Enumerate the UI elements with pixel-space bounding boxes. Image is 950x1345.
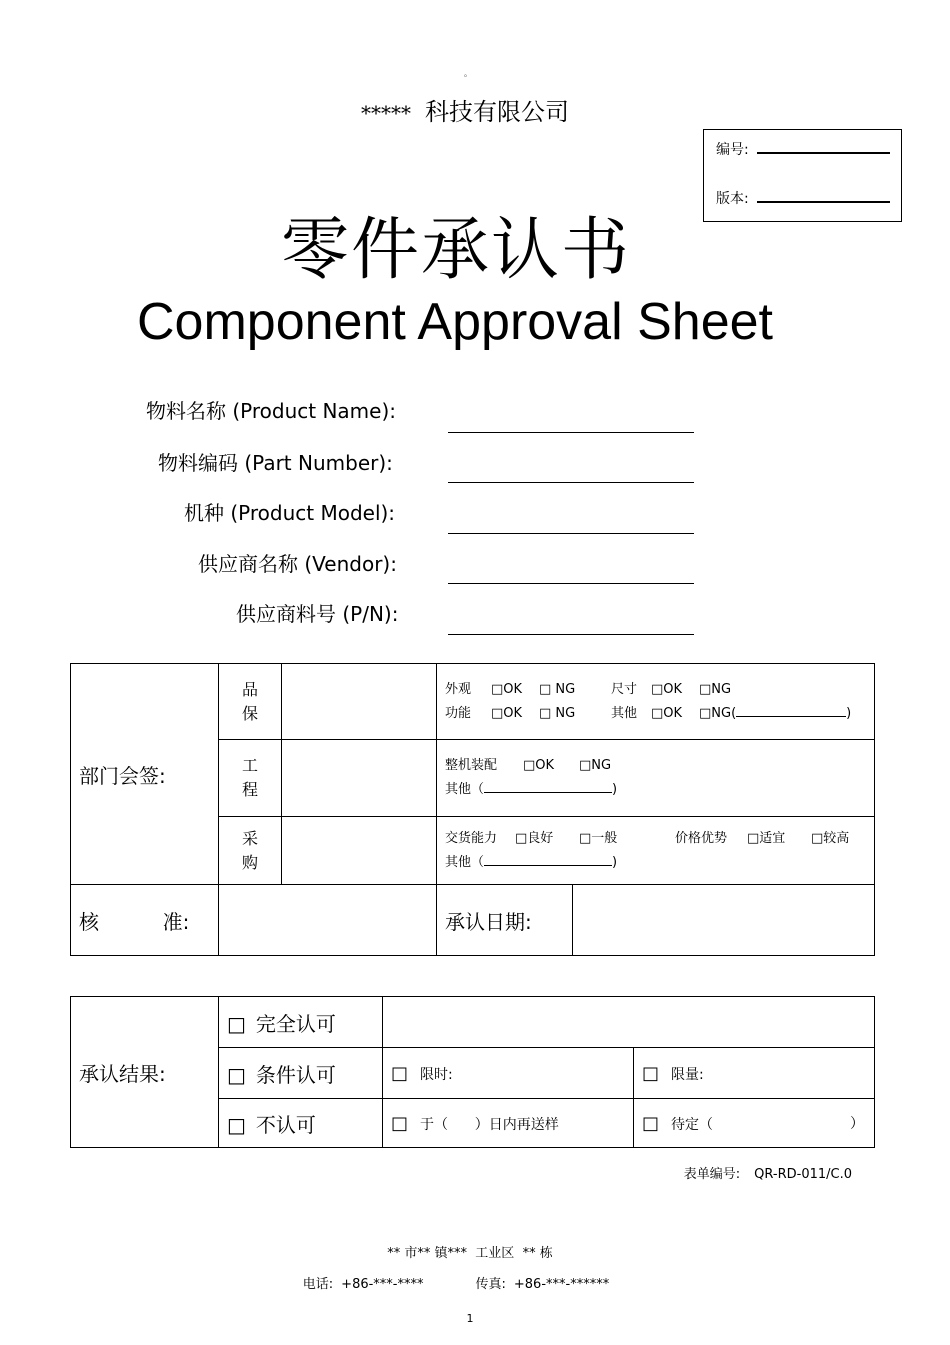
- engineering-dept-char-1: 工: [241, 756, 258, 775]
- top-mark: 。: [464, 69, 472, 78]
- approval-result-table: [70, 996, 875, 1148]
- company-prefix: *****: [361, 101, 411, 125]
- appearance-label: 外观: [445, 681, 472, 697]
- quality-dept-char-2: 保: [241, 703, 258, 723]
- approval-date-label: 承认日期:: [437, 885, 573, 956]
- document-number-row: [716, 139, 890, 159]
- appearance-ok-checkbox[interactable]: □OK: [491, 681, 523, 697]
- assembly-ok-checkbox[interactable]: □OK: [523, 758, 555, 773]
- other-purchasing-note-field[interactable]: [484, 852, 612, 866]
- quality-signature-cell[interactable]: [282, 664, 437, 740]
- engineering-dept-char-2: 程: [241, 780, 258, 799]
- function-ng-checkbox[interactable]: □ NG: [539, 705, 576, 721]
- not-approved-text: 不认可: [255, 1112, 316, 1137]
- other-purchasing-close-paren: ): [612, 854, 618, 870]
- not-approved-checkbox[interactable]: □: [227, 1112, 246, 1137]
- price-high-checkbox[interactable]: □较高: [811, 830, 850, 846]
- company-address: ** 市** 镇*** 工业区 ** 栋: [387, 1246, 553, 1261]
- conditional-approval-option[interactable]: [219, 1048, 383, 1099]
- other-quality-close-paren: ): [846, 705, 852, 721]
- function-ok-checkbox[interactable]: □OK: [491, 705, 523, 721]
- title-english: Component Approval Sheet: [137, 293, 773, 351]
- part-number-field[interactable]: [448, 482, 694, 483]
- other-quality-label: 其他: [611, 705, 638, 721]
- dimension-label: 尺寸: [611, 681, 638, 697]
- full-approval-option[interactable]: [219, 997, 383, 1048]
- purchasing-dept-label: [219, 817, 282, 885]
- company-header: [0, 92, 930, 127]
- quantity-limit-checkbox[interactable]: □: [642, 1062, 660, 1084]
- product-model-field[interactable]: [448, 533, 694, 534]
- purchasing-dept-char-1: 采: [241, 828, 258, 848]
- conditional-approval-checkbox[interactable]: □: [227, 1062, 246, 1087]
- product-model-label: 机种 (Product Model):: [184, 501, 396, 525]
- approve-signature-cell[interactable]: [219, 885, 437, 956]
- assembly-ng-checkbox[interactable]: □NG: [579, 758, 612, 773]
- other-quality-note-field[interactable]: [736, 703, 846, 717]
- price-fit-checkbox[interactable]: □适宜: [747, 830, 786, 846]
- pending-close-paren: ）: [850, 1116, 864, 1132]
- full-approval-text: 完全认可: [255, 1011, 336, 1036]
- vendor-pn-field[interactable]: [448, 634, 694, 635]
- approval-date-cell[interactable]: [573, 885, 875, 956]
- quality-dept-label: [219, 664, 282, 740]
- product-name-field[interactable]: [448, 432, 694, 433]
- document-version-label: 版本:: [716, 191, 749, 207]
- page-number: 1: [466, 1312, 474, 1325]
- form-code-label: 表单编号:: [683, 1167, 741, 1182]
- fax-label: 传真:: [475, 1277, 506, 1292]
- document-number-field[interactable]: [757, 140, 890, 154]
- company-name: 科技有限公司: [425, 98, 569, 126]
- vendor-pn-label: 供应商料号 (P/N):: [236, 602, 399, 626]
- contact-info: [0, 1273, 912, 1292]
- time-limit-text: 限时:: [420, 1066, 453, 1083]
- resend-sample-cell[interactable]: [383, 1099, 634, 1148]
- vendor-label: 供应商名称 (Vendor):: [198, 552, 397, 576]
- assembly-label: 整机装配: [445, 758, 498, 773]
- fax-number: +86-***-******: [513, 1277, 610, 1292]
- engineering-dept-label: [219, 740, 282, 817]
- function-label: 功能: [445, 705, 472, 721]
- vendor-field[interactable]: [448, 583, 694, 584]
- title-chinese: 零件承认书: [280, 211, 631, 290]
- time-limit-cell[interactable]: [383, 1048, 634, 1099]
- full-approval-note-cell[interactable]: [383, 997, 875, 1048]
- dimension-ng-checkbox[interactable]: □NG: [699, 681, 732, 697]
- form-code: [684, 1163, 852, 1182]
- pending-cell[interactable]: [634, 1099, 875, 1148]
- not-approved-option[interactable]: [219, 1099, 383, 1148]
- quantity-limit-text: 限量:: [671, 1066, 704, 1083]
- other-engineering-note-field[interactable]: [484, 779, 612, 793]
- full-approval-checkbox[interactable]: □: [227, 1011, 246, 1036]
- resend-sample-checkbox[interactable]: □: [391, 1112, 409, 1134]
- delivery-normal-checkbox[interactable]: □一般: [579, 830, 618, 846]
- delivery-good-checkbox[interactable]: □良好: [515, 830, 554, 846]
- engineering-options: [437, 740, 875, 817]
- appearance-ng-checkbox[interactable]: □ NG: [539, 681, 576, 697]
- other-purchasing-label: 其他（: [445, 854, 485, 870]
- purchasing-options: [437, 817, 875, 885]
- price-label: 价格优势: [675, 830, 728, 846]
- department-signoff-label: 部门会签:: [71, 664, 219, 885]
- approval-result-label: 承认结果:: [71, 997, 219, 1148]
- department-signoff-table: [70, 663, 875, 956]
- resend-sample-text: 于（ ）日内再送样: [420, 1116, 559, 1133]
- phone-number: +86-***-****: [341, 1277, 424, 1292]
- phone-label: 电话:: [302, 1277, 334, 1292]
- time-limit-checkbox[interactable]: □: [391, 1062, 409, 1084]
- document-number-label: 编号:: [716, 142, 749, 158]
- other-engineering-close-paren: ): [612, 782, 618, 797]
- quantity-limit-cell[interactable]: [634, 1048, 875, 1099]
- product-name-label: 物料名称 (Product Name):: [146, 399, 396, 423]
- purchasing-signature-cell[interactable]: [282, 817, 437, 885]
- quality-dept-char-1: 品: [241, 679, 258, 699]
- pending-text: 待定（: [671, 1116, 714, 1133]
- conditional-approval-text: 条件认可: [255, 1062, 336, 1087]
- purchasing-dept-char-2: 购: [241, 852, 258, 872]
- part-number-label: 物料编码 (Part Number):: [158, 451, 393, 475]
- form-code-value: QR-RD-011/C.0: [754, 1167, 852, 1182]
- engineering-signature-cell[interactable]: [282, 740, 437, 817]
- other-quality-ok-checkbox[interactable]: □OK: [651, 705, 683, 721]
- quality-options: [437, 664, 875, 740]
- dimension-ok-checkbox[interactable]: □OK: [651, 681, 683, 697]
- pending-checkbox[interactable]: □: [642, 1112, 660, 1134]
- delivery-label: 交货能力: [445, 830, 498, 846]
- other-quality-ng-checkbox[interactable]: □NG(: [699, 705, 737, 721]
- approve-label: 核 准:: [71, 885, 219, 956]
- other-engineering-label: 其他（: [445, 782, 485, 797]
